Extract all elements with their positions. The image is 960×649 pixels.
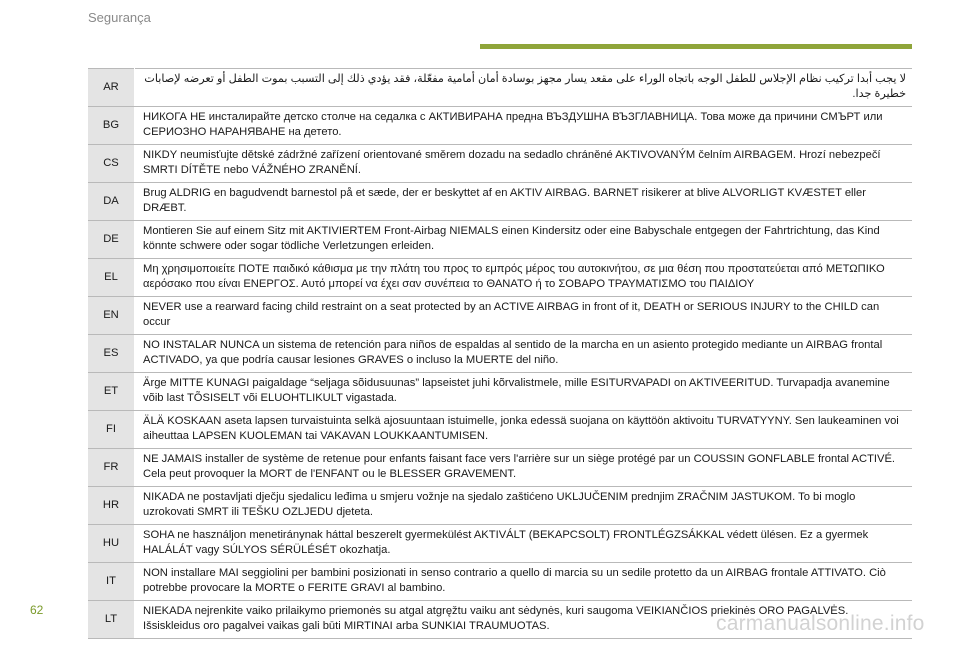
language-code: EL bbox=[88, 259, 135, 297]
warning-text: Brug ALDRIG en bagudvendt barnestol på et sæde, der er beskyttet af en AKTIV AIRBAG. BARNET risikerer at blive ALVORLIGT KVÆSTET eller DRÆBT. bbox=[135, 183, 913, 221]
warning-text: NIEKADA nejrenkite vaiko prilaikymo priemonės su atgal atgręžtu vaiku ant sėdynės, kuri saugoma VEIKIANČIOS priekinės ORO PAGALVĖS. Išsiskleidus oro pagalvei vaikas gali būti MIRTINAI arba SUNKIAI TRAUMUOTAS. bbox=[135, 601, 913, 639]
warning-text: NIKADA ne postavljati dječju sjedalicu leđima u smjeru vožnje na sjedalo zaštićeno UKLJUČENIM prednjim ZRAČNIM JASTUKOM. To bi moglo uzrokovati SMRT ili TEŠKU OZLJEDU djeteta. bbox=[135, 487, 913, 525]
language-code: EN bbox=[88, 297, 135, 335]
page-number: 62 bbox=[30, 603, 44, 617]
language-code: HU bbox=[88, 525, 135, 563]
language-code: AR bbox=[88, 69, 135, 107]
language-code: DA bbox=[88, 183, 135, 221]
language-code: FR bbox=[88, 449, 135, 487]
table-row bbox=[88, 373, 912, 411]
warning-text: Ärge MITTE KUNAGI paigaldage “seljaga sõidusuunas” lapseistet juhi kõrvalistmele, mille ESITURVAPADI on AKTIVEERITUD. Turvapadja avanemine võib last TÕSISELT või ELUOHTLIKULT vigastada. bbox=[135, 373, 913, 411]
language-code: FI bbox=[88, 411, 135, 449]
language-code: DE bbox=[88, 221, 135, 259]
airbag-warning-table bbox=[88, 68, 912, 639]
section-title: Segurança bbox=[88, 10, 151, 25]
warning-text: Montieren Sie auf einem Sitz mit AKTIVIERTEM Front-Airbag NIEMALS einen Kindersitz oder eine Babyschale entgegen der Fahrtrichtung, das Kind könnte schwere oder sogar tödliche Verletzungen erleiden. bbox=[135, 221, 913, 259]
warning-text: Μη χρησιμοποιείτε ΠΟΤΕ παιδικό κάθισμα με την πλάτη του προς το εμπρός μέρος του αυτοκινήτου, σε μια θέση που προστατεύεται από ΜΕΤΩΠΙΚΟ αερόσακο που είναι ΕΝΕΡΓΟΣ. Αυτό μπορεί να έχει σαν συνέπεια το ΘΑΝΑΤΟ ή το ΣΟΒΑΡΟ ΤΡΑΥΜΑΤΙΣΜΟ του ΠΑΙΔΙΟΥ bbox=[135, 259, 913, 297]
table-row bbox=[88, 525, 912, 563]
warning-rows bbox=[88, 69, 912, 639]
warning-text: NE JAMAIS installer de système de retenue pour enfants faisant face vers l'arrière sur un siège protégé par un COUSSIN GONFLABLE frontal ACTIVÉ. Cela peut provoquer la MORT de l'ENFANT ou le BLESSER GRAVEMENT. bbox=[135, 449, 913, 487]
table-row bbox=[88, 259, 912, 297]
table-row bbox=[88, 449, 912, 487]
table-row bbox=[88, 69, 912, 107]
table-row bbox=[88, 335, 912, 373]
table-row bbox=[88, 183, 912, 221]
table-row bbox=[88, 563, 912, 601]
language-code: ET bbox=[88, 373, 135, 411]
language-code: ES bbox=[88, 335, 135, 373]
language-code: LT bbox=[88, 601, 135, 639]
language-code: BG bbox=[88, 107, 135, 145]
table-row bbox=[88, 107, 912, 145]
table-row bbox=[88, 487, 912, 525]
table-row bbox=[88, 411, 912, 449]
language-code: CS bbox=[88, 145, 135, 183]
table-row bbox=[88, 297, 912, 335]
language-code: HR bbox=[88, 487, 135, 525]
table-row bbox=[88, 145, 912, 183]
header-divider bbox=[480, 44, 912, 49]
warning-text: NEVER use a rearward facing child restraint on a seat protected by an ACTIVE AIRBAG in front of it, DEATH or SERIOUS INJURY to the CHILD can occur bbox=[135, 297, 913, 335]
table-row bbox=[88, 221, 912, 259]
warning-text: NON installare MAI seggiolini per bambini posizionati in senso contrario a quello di marcia su un sedile protetto da un AIRBAG frontale ATTIVATO. Ciò potrebbe provocare la MORTE o FERITE GRAVI al bambino. bbox=[135, 563, 913, 601]
language-code: IT bbox=[88, 563, 135, 601]
warning-text: لا يجب أبدا تركيب نظام الإجلاس للطفل الوجه باتجاه الوراء على مقعد يسار مجهز بوسادة أمان أمامية مفعّلة، فقد يؤدي ذلك إلى التسبب بموت الطفل أو تعرضه لإصابات خطيرة جدا. bbox=[135, 69, 913, 107]
warning-text: NO INSTALAR NUNCA un sistema de retención para niños de espaldas al sentido de la marcha en un asiento protegido mediante un AIRBAG frontal ACTIVADO, ya que podría causar lesiones GRAVES o incluso la MUERTE del niño. bbox=[135, 335, 913, 373]
warning-text: НИКОГА НЕ инсталирайте детско столче на седалка с АКТИВИРАНА предна ВЪЗДУШНА ВЪЗГЛАВНИЦА. Това може да причини СМЪРТ или СЕРИОЗНО НАРАНЯВАНЕ на детето. bbox=[135, 107, 913, 145]
warning-text: NIKDY neumisťujte dětské zádržné zařízení orientované směrem dozadu na sedadlo chráněné AKTIVOVANÝM čelním AIRBAGEM. Hrozí nebezpečí SMRTI DÍTĚTE nebo VÁŽNÉHO ZRANĚNÍ. bbox=[135, 145, 913, 183]
warning-text: ÄLÄ KOSKAAN aseta lapsen turvaistuinta selkä ajosuuntaan istuimelle, jonka edessä suojana on käyttöön aktivoitu TURVATYYNY. Sen laukeaminen voi aiheuttaa LAPSEN KUOLEMAN tai VAKAVAN LOUKKAANTUMISEN. bbox=[135, 411, 913, 449]
warning-text: SOHA ne használjon menetiránynak háttal beszerelt gyermekülést AKTIVÁLT (BEKAPCSOLT) FRONTLÉGZSÁKKAL védett ülésen. Ez a gyermek HALÁLÁT vagy SÚLYOS SÉRÜLÉSÉT okozhatja. bbox=[135, 525, 913, 563]
watermark-text: carmanualsonline.info bbox=[716, 612, 925, 635]
